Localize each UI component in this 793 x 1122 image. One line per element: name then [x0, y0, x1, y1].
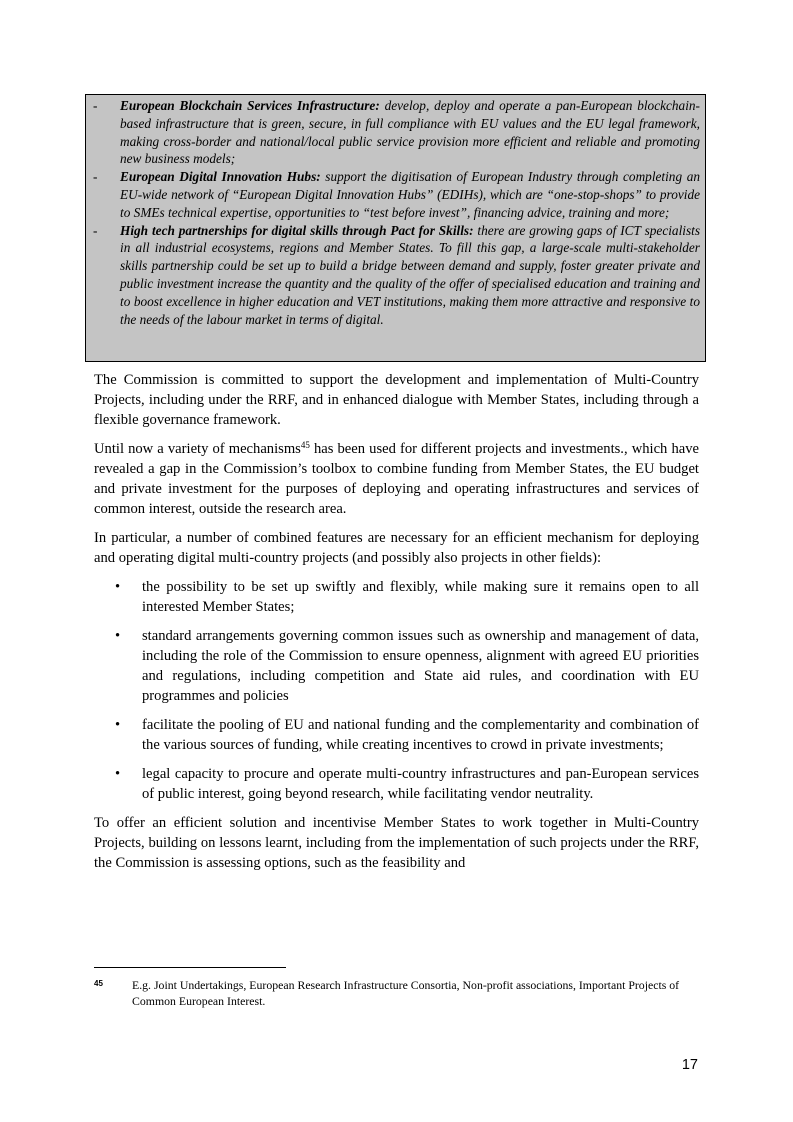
page-number: 17 — [681, 1057, 698, 1073]
list-item-text: the possibility to be set up swiftly and flexibly, while making sure it remains open to all interested Member States; — [142, 579, 699, 615]
box-item-text: there are growing gaps of ICT specialists in all industrial ecosystems, regions and Member States. To fill this gap, a large-scale multi-stakeholder skills partnership could be set up to build a bridge between demand and supply, foster greater private and public investment increase the quantity and the quality of the offer of specialised education and training and to boost excellence in higher education and VET institutions, making them more attractive and responsive to the needs of the labour market in terms of digital. — [120, 222, 700, 327]
footnote-separator — [94, 967, 286, 968]
paragraph: To offer an efficient solution and incentivise Member States to work together in Multi-Country Projects, building on lessons learnt, including from the implementation of such projects under the RRF, the Commission is assessing options, such as the feasibility and — [94, 815, 699, 871]
box-item-lead: European Blockchain Services Infrastructure: — [120, 98, 380, 113]
list-item — [94, 577, 699, 617]
dash-bullet: - — [93, 98, 98, 113]
bullet-icon: • — [115, 579, 121, 595]
list-item-text: legal capacity to procure and operate multi-country infrastructures and pan-European services of public interest, going beyond research, while facilitating vendor neutrality. — [142, 766, 699, 802]
bullet-icon: • — [115, 717, 121, 733]
box-item-text: develop, deploy and operate a pan-European blockchain-based infrastructure that is green, secure, in full compliance with EU values and the EU legal framework, making cross-border and national/local public service provision more efficient and reliable and promoting new business models; — [120, 98, 700, 167]
highlight-box — [85, 94, 706, 362]
bullet-icon: • — [115, 766, 121, 782]
box-item-lead: European Digital Innovation Hubs: — [120, 169, 321, 185]
paragraph-text: has been used for different projects and investments., which have revealed a gap in the Commission’s toolbox to combine funding from Member States, the EU budget and private investment for the purposes of deploying and operating infrastructures and services of common interest, outside the research area. — [94, 441, 699, 517]
bullet-icon: • — [115, 628, 121, 644]
footnote — [94, 977, 699, 1009]
paragraph-text: Until now a variety of mechanisms — [94, 441, 301, 457]
dash-bullet: - — [93, 169, 98, 185]
box-item-digital-skills — [93, 222, 700, 329]
list-item — [94, 764, 699, 804]
paragraph: In particular, a number of combined features are necessary for an efficient mechanism for deploying and operating digital multi-country projects (and possibly also projects in other fields): — [94, 530, 699, 566]
list-item-text: standard arrangements governing common issues such as ownership and management of data, including the role of the Commission to ensure openness, alignment with agreed EU priorities and regulations, including competition and State aid rules, and coordination with EU programmes and policies — [142, 628, 699, 704]
list-item — [94, 626, 699, 706]
box-item-blockchain — [93, 97, 700, 168]
box-item-text: support the digitisation of European Industry through completing an EU-wide network of “European Digital Innovation Hubs” (EDIHs), which are “one-stop-shops” to provide to SMEs technical expertise, opportunities to “test before invest”, financing advice, training and more; — [120, 169, 700, 220]
dash-bullet: - — [93, 222, 98, 238]
paragraph: The Commission is committed to support the development and implementation of Multi-Country Projects, including under the RRF, and in enhanced dialogue with Member States, including through a flexible governance framework. — [94, 372, 699, 428]
footnote-reference[interactable]: 45 — [300, 440, 310, 450]
box-item-innovation-hubs — [93, 168, 700, 221]
list-item — [94, 715, 699, 755]
body-text — [94, 370, 699, 882]
footnote-number: 45 — [94, 979, 103, 988]
footnote-text: E.g. Joint Undertakings, European Research Infrastructure Consortia, Non-profit associations, Important Projects of Common European Interest. — [132, 978, 680, 1008]
box-item-lead: High tech partnerships for digital skills through Pact for Skills: — [120, 222, 474, 238]
list-item-text: facilitate the pooling of EU and national funding and the complementarity and combination of the various sources of funding, while creating incentives to crowd in private investments; — [142, 717, 699, 753]
paragraph — [94, 439, 699, 519]
bullet-list — [94, 577, 699, 804]
